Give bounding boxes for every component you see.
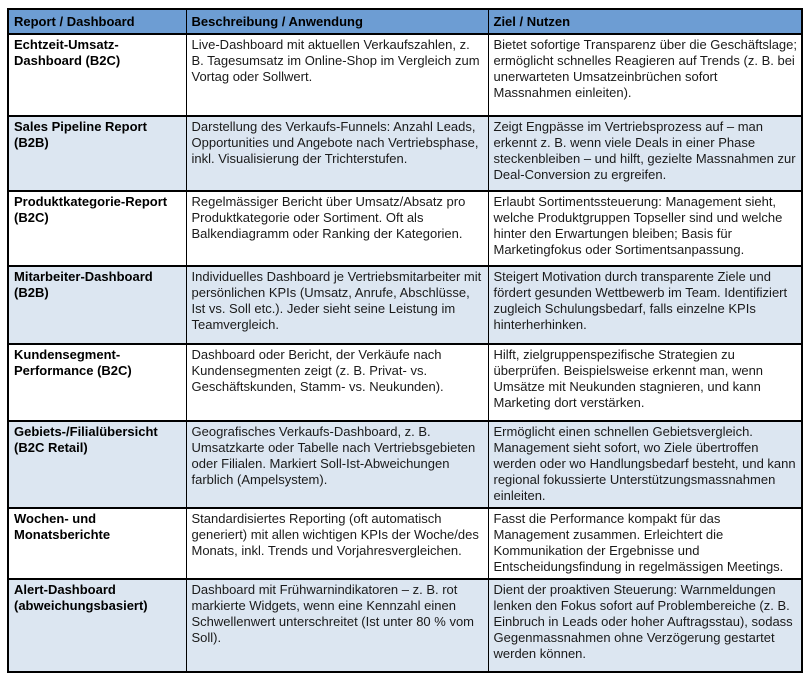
beschreibung-cell: Dashboard oder Bericht, der Verkäufe nach Kundensegmenten zeigt (z. B. Privat- vs. Geschäftskunden, Stamm- vs. Neukunden). xyxy=(186,344,488,421)
report-name-cell: Gebiets-/Filialübersicht (B2C Retail) xyxy=(8,421,186,508)
beschreibung-cell: Live-Dashboard mit aktuellen Verkaufszahlen, z. B. Tagesumsatz im Online-Shop im Vergleich zum Vortag oder Sollwert. xyxy=(186,34,488,116)
ziel-cell: Steigert Motivation durch transparente Ziele und fördert gesunden Wettbewerb im Team. Identifiziert zugleich Schulungsbedarf, falls einzelne KPIs hinterherhinken. xyxy=(488,266,802,344)
table-row xyxy=(8,508,802,579)
table-header-row xyxy=(8,9,802,34)
ziel-cell: Dient der proaktiven Steuerung: Warnmeldungen lenken den Fokus sofort auf Problembereiche (z. B. Einbruch in Leads oder hoher Auftragsstau), sodass Gegenmassnahmen ohne Verzögerung gestartet werden können. xyxy=(488,579,802,672)
table-row xyxy=(8,421,802,508)
ziel-cell: Hilft, zielgruppenspezifische Strategien zu überprüfen. Beispielsweise erkennt man, wenn Umsätze mit Neukunden stagnieren, und kann Marketing dort verstärken. xyxy=(488,344,802,421)
column-header-report: Report / Dashboard xyxy=(8,9,186,34)
report-name-cell: Echtzeit-Umsatz-Dashboard (B2C) xyxy=(8,34,186,116)
beschreibung-cell: Regelmässiger Bericht über Umsatz/Absatz pro Produktkategorie oder Sortiment. Oft als Balkendiagramm oder Ranking der Kategorien. xyxy=(186,191,488,266)
beschreibung-cell: Dashboard mit Frühwarnindikatoren – z. B. rot markierte Widgets, wenn eine Kennzahl einen Schwellenwert unterschreitet (Ist unter 80 % vom Soll). xyxy=(186,579,488,672)
report-name-cell: Sales Pipeline Report (B2B) xyxy=(8,116,186,191)
report-name-cell: Produktkategorie-Report (B2C) xyxy=(8,191,186,266)
table-row xyxy=(8,344,802,421)
table-row xyxy=(8,116,802,191)
beschreibung-cell: Darstellung des Verkaufs-Funnels: Anzahl Leads, Opportunities und Angebote nach Vertriebsphase, inkl. Visualisierung der Trichterstufen. xyxy=(186,116,488,191)
beschreibung-cell: Individuelles Dashboard je Vertriebsmitarbeiter mit persönlichen KPIs (Umsatz, Anrufe, Abschlüsse, Ist vs. Soll etc.). Jeder sieht seine Leistung im Teamvergleich. xyxy=(186,266,488,344)
table-row xyxy=(8,579,802,672)
table-body xyxy=(8,34,802,672)
ziel-cell: Fasst die Performance kompakt für das Management zusammen. Erleichtert die Kommunikation der Ergebnisse und Entscheidungsfindung in regelmässigen Meetings. xyxy=(488,508,802,579)
column-header-ziel: Ziel / Nutzen xyxy=(488,9,802,34)
report-name-cell: Mitarbeiter-Dashboard (B2B) xyxy=(8,266,186,344)
reports-table xyxy=(7,8,803,673)
report-name-cell: Alert-Dashboard (abweichungsbasiert) xyxy=(8,579,186,672)
ziel-cell: Bietet sofortige Transparenz über die Geschäftslage; ermöglicht schnelles Reagieren auf Trends (z. B. bei unerwarteten Umsatzeinbrüchen sofort Massnahmen einleiten). xyxy=(488,34,802,116)
ziel-cell: Zeigt Engpässe im Vertriebsprozess auf – man erkennt z. B. wenn viele Deals in einer Phase steckenbleiben – und hilft, gezielte Massnahmen zur Deal-Conversion zu ergreifen. xyxy=(488,116,802,191)
beschreibung-cell: Standardisiertes Reporting (oft automatisch generiert) mit allen wichtigen KPIs der Woche/des Monats, inkl. Trends und Vorjahresvergleichen. xyxy=(186,508,488,579)
column-header-beschreibung: Beschreibung / Anwendung xyxy=(186,9,488,34)
beschreibung-cell: Geografisches Verkaufs-Dashboard, z. B. Umsatzkarte oder Tabelle nach Vertriebsgebieten oder Filialen. Markiert Soll-Ist-Abweichungen farblich (Ampelsystem). xyxy=(186,421,488,508)
table-row xyxy=(8,34,802,116)
report-name-cell: Wochen- und Monatsberichte xyxy=(8,508,186,579)
table-row xyxy=(8,191,802,266)
report-name-cell: Kundensegment-Performance (B2C) xyxy=(8,344,186,421)
ziel-cell: Ermöglicht einen schnellen Gebietsvergleich. Management sieht sofort, wo Ziele übertroffen werden oder wo Handlungsbedarf besteht, und kann regional fokussierte Unterstützungsmassnahmen einleiten. xyxy=(488,421,802,508)
table-row xyxy=(8,266,802,344)
ziel-cell: Erlaubt Sortimentssteuerung: Management sieht, welche Produktgruppen Topseller sind und welche hinter den Erwartungen bleiben; Basis für Marketingfokus oder Sortimentsanpassung. xyxy=(488,191,802,266)
